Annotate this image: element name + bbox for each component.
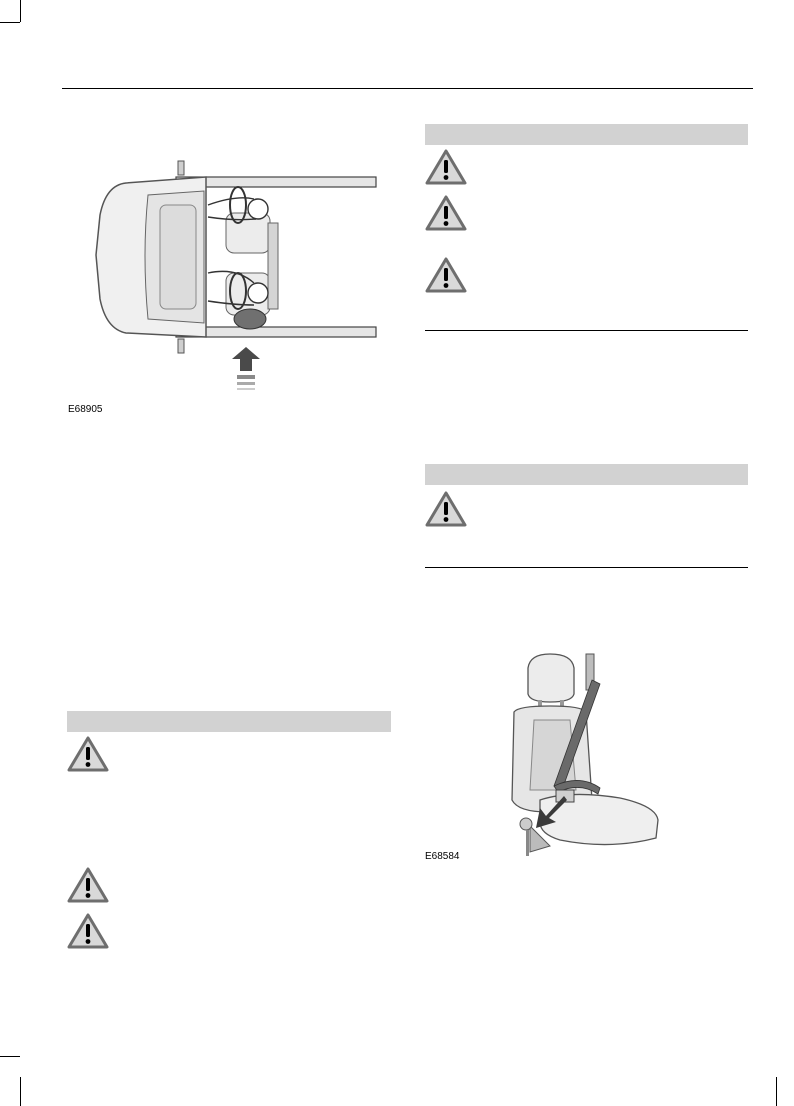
warning-triangle-icon	[67, 736, 109, 772]
figure-caption: E68905	[68, 404, 103, 415]
crop-mark-bottom-left-v	[20, 1077, 21, 1106]
crop-mark-top-left-h	[0, 22, 20, 23]
warning-triangle-icon	[425, 257, 467, 293]
van-top-view-figure	[86, 155, 378, 395]
header-rule	[62, 88, 753, 89]
figure-caption: E68584	[425, 851, 460, 862]
section-header-bar	[425, 124, 748, 145]
warning-triangle-icon	[67, 913, 109, 949]
seat-belt-illustration-icon	[500, 650, 670, 860]
crop-mark-bottom-left-h	[0, 1056, 20, 1057]
seat-belt-figure	[500, 650, 670, 860]
section-header-bar	[425, 464, 748, 485]
warning-triangle-icon	[425, 195, 467, 231]
section-header-bar	[67, 711, 391, 732]
van-top-view-airbag-icon	[86, 155, 378, 395]
warning-triangle-icon	[67, 867, 109, 903]
section-end-rule	[425, 330, 748, 331]
warning-triangle-icon	[425, 491, 467, 527]
crop-mark-top-left-v	[20, 0, 21, 22]
warning-triangle-icon	[425, 149, 467, 185]
crop-mark-bottom-right-v	[776, 1077, 777, 1106]
section-end-rule	[425, 567, 748, 568]
